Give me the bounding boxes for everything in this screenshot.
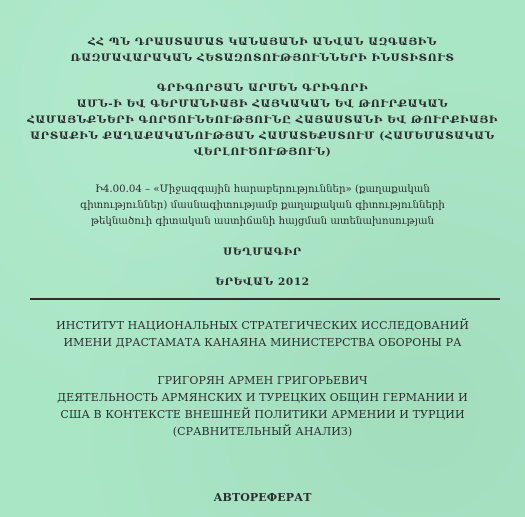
- armenian-city-year: ԵՐԵՎԱՆ 2012: [215, 276, 310, 288]
- armenian-title-line-1: ԱՄՆ-Ի ԵՎ ԳԵՐՄԱՆԻԱՅԻ ՀԱՅԿԱԿԱՆ ԵՎ ԹՈՒՐՔԱԿԱՆ: [76, 98, 449, 110]
- russian-title-line-3: (СРАВНИТЕЛЬНЫЙ АНАЛИЗ): [172, 425, 353, 438]
- russian-title-line-2: США В КОНТЕКСТЕ ВНЕШНЕЙ ПОЛИТИКИ АРМЕНИИ И ТУРЦИИ: [60, 408, 465, 421]
- armenian-document-type: ՍԵՂՄԱԳԻՐ: [223, 246, 302, 258]
- section-divider: [30, 298, 500, 300]
- armenian-ministry-line-2: ՌԱԶՄԱՎԱՐԱԿԱՆ ՀԵՏԱԶՈՏՈՒԹՅՈՒՆՆԵՐԻ ԻՆՍՏԻՏՈՒՏ: [70, 52, 455, 64]
- armenian-specialty-line-3: թեկնածուի գիտական աստիճանի հայցման ատենախոսության: [90, 216, 435, 227]
- russian-document-type: АВТОРЕФЕРАТ: [213, 491, 312, 504]
- russian-institute-line-2: ИМЕНИ ДРАСТАМАТА КАНАЯНА МИНИСТЕРСТВА ОБОРОНЫ РА: [63, 336, 462, 349]
- armenian-title-line-4: ՎԵՐԼՈՒԾՈՒԹՅՈՒՆ): [193, 146, 332, 158]
- armenian-author-name: ԳՐԻԳՈՐՅԱՆ ԱՐՄԵՆ ԳՐԻԳՈՐԻ: [156, 82, 369, 94]
- russian-institute-line-1: ИНСТИТУТ НАЦИОНАЛЬНЫХ СТРАТЕГИЧЕСКИХ ИССЛЕДОВАНИЙ: [56, 319, 469, 332]
- armenian-specialty-line-2: գիտություններ) մասնագիտությամբ քաղաքական գիտությունների: [80, 200, 445, 211]
- armenian-ministry-line-1: ՀՀ ՊՆ ԴՐԱՍՏԱՄԱՏ ԿԱՆԱՅԱՆԻ ԱՆՎԱՆ ԱԶԳԱՅԻՆ: [87, 36, 438, 48]
- armenian-specialty-line-1: Ի4.00.04 – «Միջազգային հարաբերություններ» (քաղաքական: [95, 184, 430, 195]
- russian-title-line-1: ДЕЯТЕЛЬНОСТЬ АРМЯНСКИХ И ТУРЕЦКИХ ОБЩИН ГЕРМАНИИ И: [57, 391, 468, 404]
- russian-author-name: ГРИГОРЯН АРМЕН ГРИГОРЬЕВИЧ: [157, 374, 368, 387]
- armenian-title-line-2: ՀԱՄԱՅՆՔՆԵՐԻ ԳՈՐԾՈՒՆԵՈՒԹՅՈՒՆԸ ՀԱՅԱՍՏԱՆԻ ԵՎ ԹՈՒՐՔԻԱՅԻ: [27, 114, 498, 126]
- armenian-title-line-3: ԱՐՏԱՔԻՆ ՔԱՂԱՔԱԿԱՆՈՒԹՅԱՆ ՀԱՄԱՏԵՔՍՏՈՒՄ (ՀԱՄԵՄԱՏԱԿԱՆ: [30, 130, 495, 142]
